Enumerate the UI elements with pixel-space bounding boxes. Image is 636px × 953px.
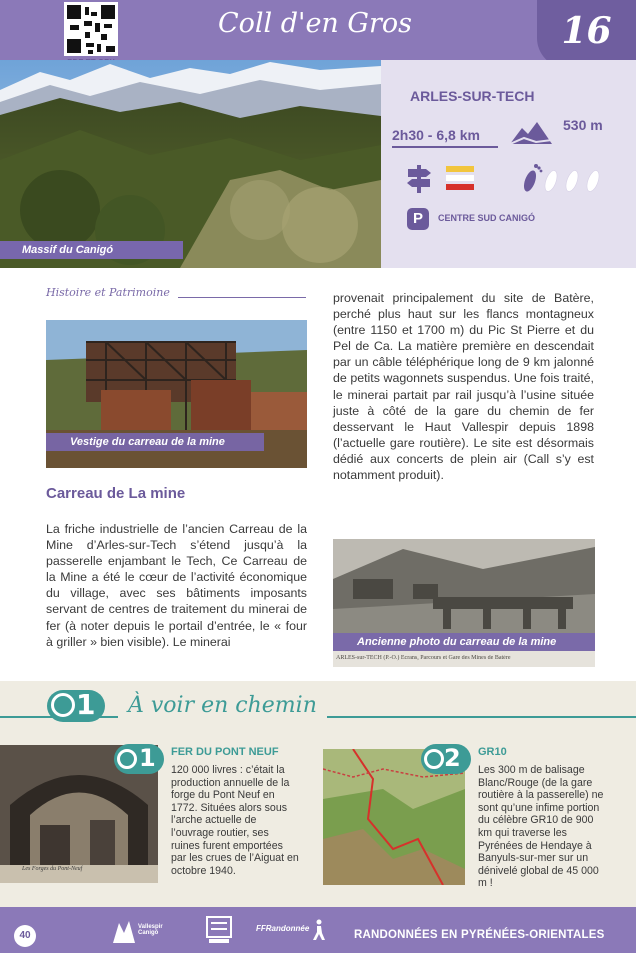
poi1-text: 120 000 livres : c’était la production annuelle de la forge du Pont Neuf en 1772. Situées alors sous l’arche actuelle de l’ouvrage routier, ses ruines furent emportées par les crues de l’Aiguat en octobre 1940. <box>171 764 299 877</box>
poi2-text: Les 300 m de balisage Blanc/Rouge (de la gare routière à la passerelle) ne sont qu’une infime portion du célèbre GR10 de 900 km qui traverse les Pyrénées de Hendaye à Banyuls-sur-mer sur un dénivelé global de 45 000 m ! <box>478 764 604 890</box>
parking-icon: P <box>407 208 429 230</box>
article-text-col1: La friche industrielle de l’ancien Carreau de la Mine d’Arles-sur-Tech s’étend jusqu’à la passerelle enjambant le Tech, Ce Carreau de la Mine a été le cœur de l’activité économique du village, avec ses bâtiments imposants servant de centres de traitement du minerai de fer (à noter depuis le portail d’entrée, le « four à griller » bien visible). Le minerai <box>46 522 307 649</box>
duration-distance: 2h30 - 6,8 km <box>392 127 480 143</box>
trail-marking-icon <box>446 166 474 190</box>
elevation-value: 530 m <box>563 117 603 133</box>
parking-label: CENTRE SUD CANIGÓ <box>438 213 536 223</box>
poi1-number: 1 <box>139 744 156 772</box>
footer-series-title: RANDONNÉES EN PYRÉNÉES-ORIENTALES <box>354 929 605 941</box>
elevation-icon <box>510 120 552 146</box>
hiker-icon <box>312 919 326 941</box>
qr-code[interactable] <box>64 2 118 56</box>
a-voir-heading: À voir en chemin <box>118 693 327 718</box>
difficulty-footprints-icon <box>519 161 605 195</box>
vallespir-logo-icon <box>111 917 137 945</box>
poi1-magnifier-icon <box>117 749 137 769</box>
poi1-title: FER DU PONT NEUF <box>171 746 279 758</box>
old-mine-photo-caption: Ancienne photo du carreau de la mine <box>333 633 595 651</box>
section-heading: Histoire et Patrimoine <box>46 286 170 299</box>
poi2-magnifier-icon <box>424 749 444 769</box>
signpost-icon <box>406 163 432 193</box>
route-number-tab <box>537 0 636 68</box>
mine-photo-caption: Vestige du carreau de la mine <box>46 433 264 451</box>
article-title: Carreau de La mine <box>46 485 186 502</box>
page-number: 40 <box>14 925 36 947</box>
postcard-caption: ARLES-sur-TECH (P.-O.) Ecrans, Parcours et Gare des Mines de Batère <box>336 655 511 661</box>
ffrandonnee-logo: FFRandonnée <box>256 924 310 933</box>
route-title: Coll d'en Gros <box>217 8 412 39</box>
institution-logo-icon <box>205 915 233 945</box>
magnifier-icon <box>51 693 75 717</box>
poi2-number: 2 <box>444 744 461 772</box>
route-number: 16 <box>561 10 612 52</box>
article-text-col2: provenait principalement du site de Batère, perché plus haut sur les flancs montagneux (entre 1150 et 1700 m) du Pic St Pierre et du Pel de Ca. La matière première en descendait par un câble téléphérique long de 9 km jalonné de petits wagonnets suspendus. Une fois traité, le minerai partait par rail jusqu’à l’usine située juste à côté de la gare du chemin de fer desservant le Haut Vallespir depuis 1898 (l’actuelle gare routière). Le site est désormais dédié aux concerts de plein air (Call s’y est notamment produit). <box>333 291 594 483</box>
town-name: ARLES-SUR-TECH <box>410 88 535 104</box>
poi2-title: GR10 <box>478 746 507 758</box>
forge-photo-caption: Les Forges du Pont-Neuf <box>22 866 83 872</box>
vallespir-logo-label: Vallespir Canigó <box>138 924 163 936</box>
duration-underline <box>392 146 498 148</box>
hero-photo <box>0 60 381 268</box>
hero-photo-caption: Massif du Canigó <box>0 241 183 259</box>
a-voir-badge-number: 1 <box>76 688 96 721</box>
section-divider <box>178 297 306 298</box>
